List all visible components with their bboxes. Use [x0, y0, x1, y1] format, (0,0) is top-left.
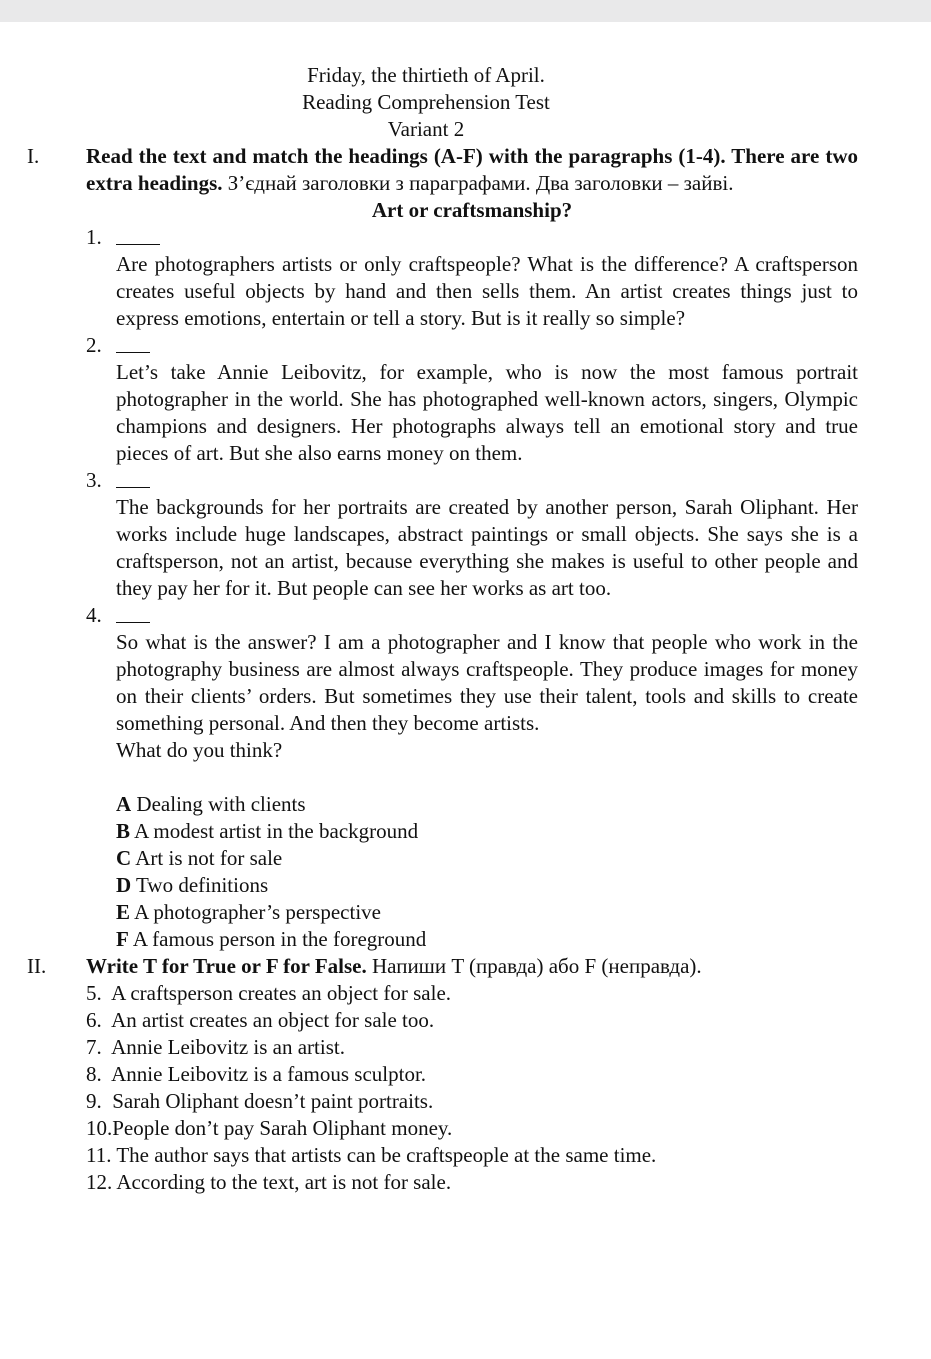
statement-7: 7. Annie Leibovitz is an artist. [86, 1035, 345, 1059]
section-1-instruction-en: Read the text and match the headings (A-F) with the paragraphs (1-4). There are two extra headings. [86, 144, 858, 195]
section-1-instruction [0, 143, 931, 197]
answer-blank-2[interactable] [116, 352, 150, 353]
statement-8: 8. Annie Leibovitz is a famous sculptor. [86, 1062, 427, 1086]
section-2-instruction-ua: Напиши T (правда) або F (неправда). [372, 954, 702, 978]
paragraph-4-last-line: What do you think? [116, 738, 283, 762]
answer-blank-3[interactable] [116, 487, 150, 488]
answer-blank-1[interactable] [116, 244, 160, 245]
test-title: Reading Comprehension Test [302, 90, 550, 114]
heading-c: C Art is not for sale [116, 846, 283, 870]
heading-d: D Two definitions [116, 873, 269, 897]
paragraph-3-number: 3. [0, 467, 931, 494]
statement-11: 11. The author says that artists can be craftspeople at the same time. [86, 1143, 657, 1167]
heading-f: F A famous person in the foreground [116, 927, 427, 951]
statement-9: 9. Sarah Oliphant doesn’t paint portraits. [86, 1089, 434, 1113]
paragraph-2-text: Let’s take Annie Leibovitz, for example, who is now the most famous portrait photographer in the world. She has photographed well-known actors, singers, Olympic champions and designers. Her photographs always tell an emotional story and true pieces of art. But she also earns money on them. [116, 360, 858, 465]
date-line: Friday, the thirtieth of April. [307, 63, 545, 87]
paragraph-4-number: 4. [0, 602, 931, 629]
heading-b: B A modest artist in the background [116, 819, 419, 843]
true-false-list [86, 980, 866, 1196]
paragraph-2-number: 2. [0, 332, 931, 359]
section-1-numeral: I. [27, 144, 40, 168]
heading-e: E A photographer’s perspective [116, 900, 381, 924]
heading-a: A Dealing with clients [116, 792, 306, 816]
paragraph-3-text: The backgrounds for her portraits are created by another person, Sarah Oliphant. Her works include huge landscapes, abstract paintings or small objects. She says she is a craftsperson, not an artist, because everything she makes is useful to other people and they pay her for it. But people can see her works as art too. [116, 495, 858, 600]
viewer-top-bar [0, 0, 931, 22]
section-2-instruction [0, 953, 931, 980]
statement-10: 10.People don’t pay Sarah Oliphant money. [86, 1116, 453, 1140]
answer-blank-4[interactable] [116, 622, 150, 623]
variant-label: Variant 2 [387, 117, 465, 141]
headings-list [116, 791, 931, 953]
paragraph-1-text: Are photographers artists or only craftspeople? What is the difference? A craftsperson creates useful objects by hand and then sells them. An artist creates things just to express emotions, entertain or tell a story. But is it really so simple? [116, 252, 858, 330]
statement-6: 6. An artist creates an object for sale too. [86, 1008, 435, 1032]
section-2-instruction-en: Write T for True or F for False. [86, 954, 367, 978]
section-1-instruction-ua: З’єднай заголовки з параграфами. Два заголовки – зайві. [227, 171, 734, 195]
statement-12: 12. According to the text, art is not for sale. [86, 1170, 452, 1194]
article-title: Art or craftsmanship? [371, 198, 573, 222]
statement-5: 5. A craftsperson creates an object for sale. [86, 981, 452, 1005]
section-2-numeral: II. [27, 954, 47, 978]
document-page [0, 62, 931, 1196]
paragraph-1-number: 1. [0, 224, 931, 251]
paragraph-4-text: So what is the answer? I am a photographer and I know that people who work in the photography business are almost always craftspeople. They produce images for money on their clients’ orders. But sometimes they use their talent, tools and skills to create something personal. And then they become artists. [116, 630, 858, 735]
